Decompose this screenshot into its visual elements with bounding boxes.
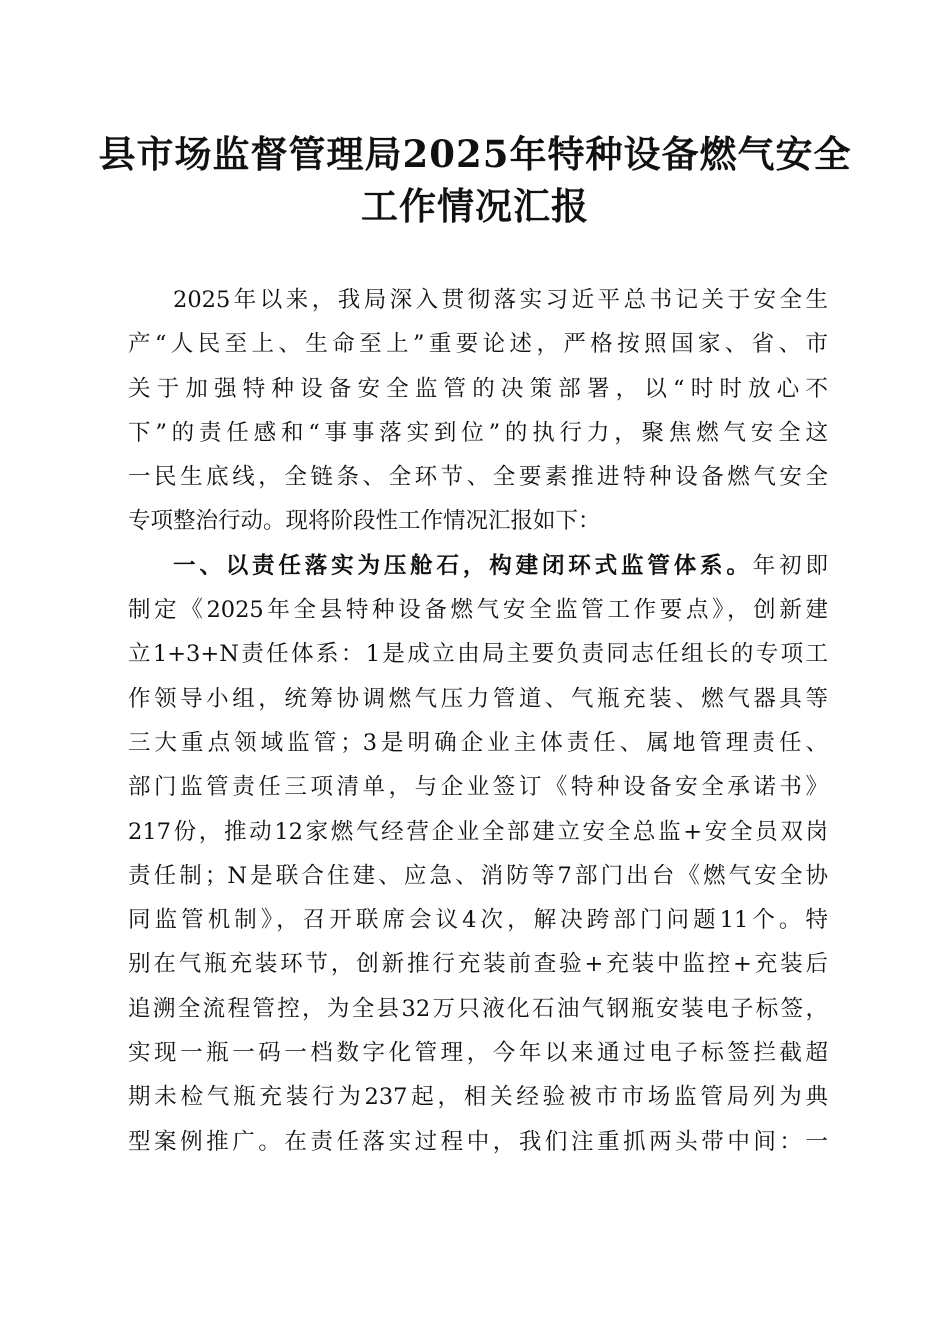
text-line: 下”的责任感和“事事落实到位”的执行力，聚焦燃气安全这 [128,419,828,446]
text-line: 部门监管责任三项清单，与企业签订《特种设备安全承诺书》 [128,774,828,801]
text-line: 产“人民至上、生命至上”重要论述，严格按照国家、省、市 [128,331,828,358]
section-heading: 一、以责任落实为压舱石，构建闭环式监管体系。 [173,552,753,579]
paragraph-section-1 [128,544,828,1164]
text-line: 一民生底线，全链条、全环节、全要素推进特种设备燃气安全 [128,464,828,491]
text-line: 关于加强特种设备安全监管的决策部署，以“时时放心不 [128,375,828,402]
text-line: 作领导小组，统筹协调燃气压力管道、气瓶充装、燃气器具等 [128,685,828,712]
title-line-1: 县市场监督管理局2025年特种设备燃气安全 [98,132,852,176]
text-line: 专项整治行动。现将阶段性工作情况汇报如下： [128,508,601,535]
text-line: 三大重点领域监管；3是明确企业主体责任、属地管理责任、 [128,729,828,756]
paragraph-intro [128,278,828,544]
text-line: 217份，推动12家燃气经营企业全部建立安全总监+安全员双岗 [128,818,828,845]
text-line: 2025年以来，我局深入贯彻落实习近平总书记关于安全生 [173,287,828,313]
text-line: 实现一瓶一码一档数字化管理，今年以来通过电子标签拦截超 [128,1040,828,1067]
text-line: 立1+3+N责任体系：1是成立由局主要负责同志任组长的专项工 [128,641,828,668]
text-line: 期未检气瓶充装行为237起，相关经验被市市场监管局列为典 [128,1084,828,1111]
title-line-2: 工作情况汇报 [361,184,589,228]
text-line: 同监管机制》，召开联席会议4次，解决跨部门问题11个。特 [128,907,828,934]
document-body [128,278,828,1164]
text-line: 追溯全流程管控，为全县32万只液化石油气钢瓶安装电子标签， [128,995,828,1022]
document-title [90,128,860,232]
text-line: 制定《2025年全县特种设备燃气安全监管工作要点》，创新建 [128,597,828,624]
section-heading-tail: 年初即 [752,552,828,579]
text-line: 型案例推广。在责任落实过程中，我们注重抓两头带中间：一 [128,1128,828,1155]
text-line: 责任制；N是联合住建、应急、消防等7部门出台《燃气安全协 [128,862,828,889]
section-heading-line [128,544,828,588]
text-line: 别在气瓶充装环节，创新推行充装前查验+充装中监控+充装后 [128,951,828,978]
